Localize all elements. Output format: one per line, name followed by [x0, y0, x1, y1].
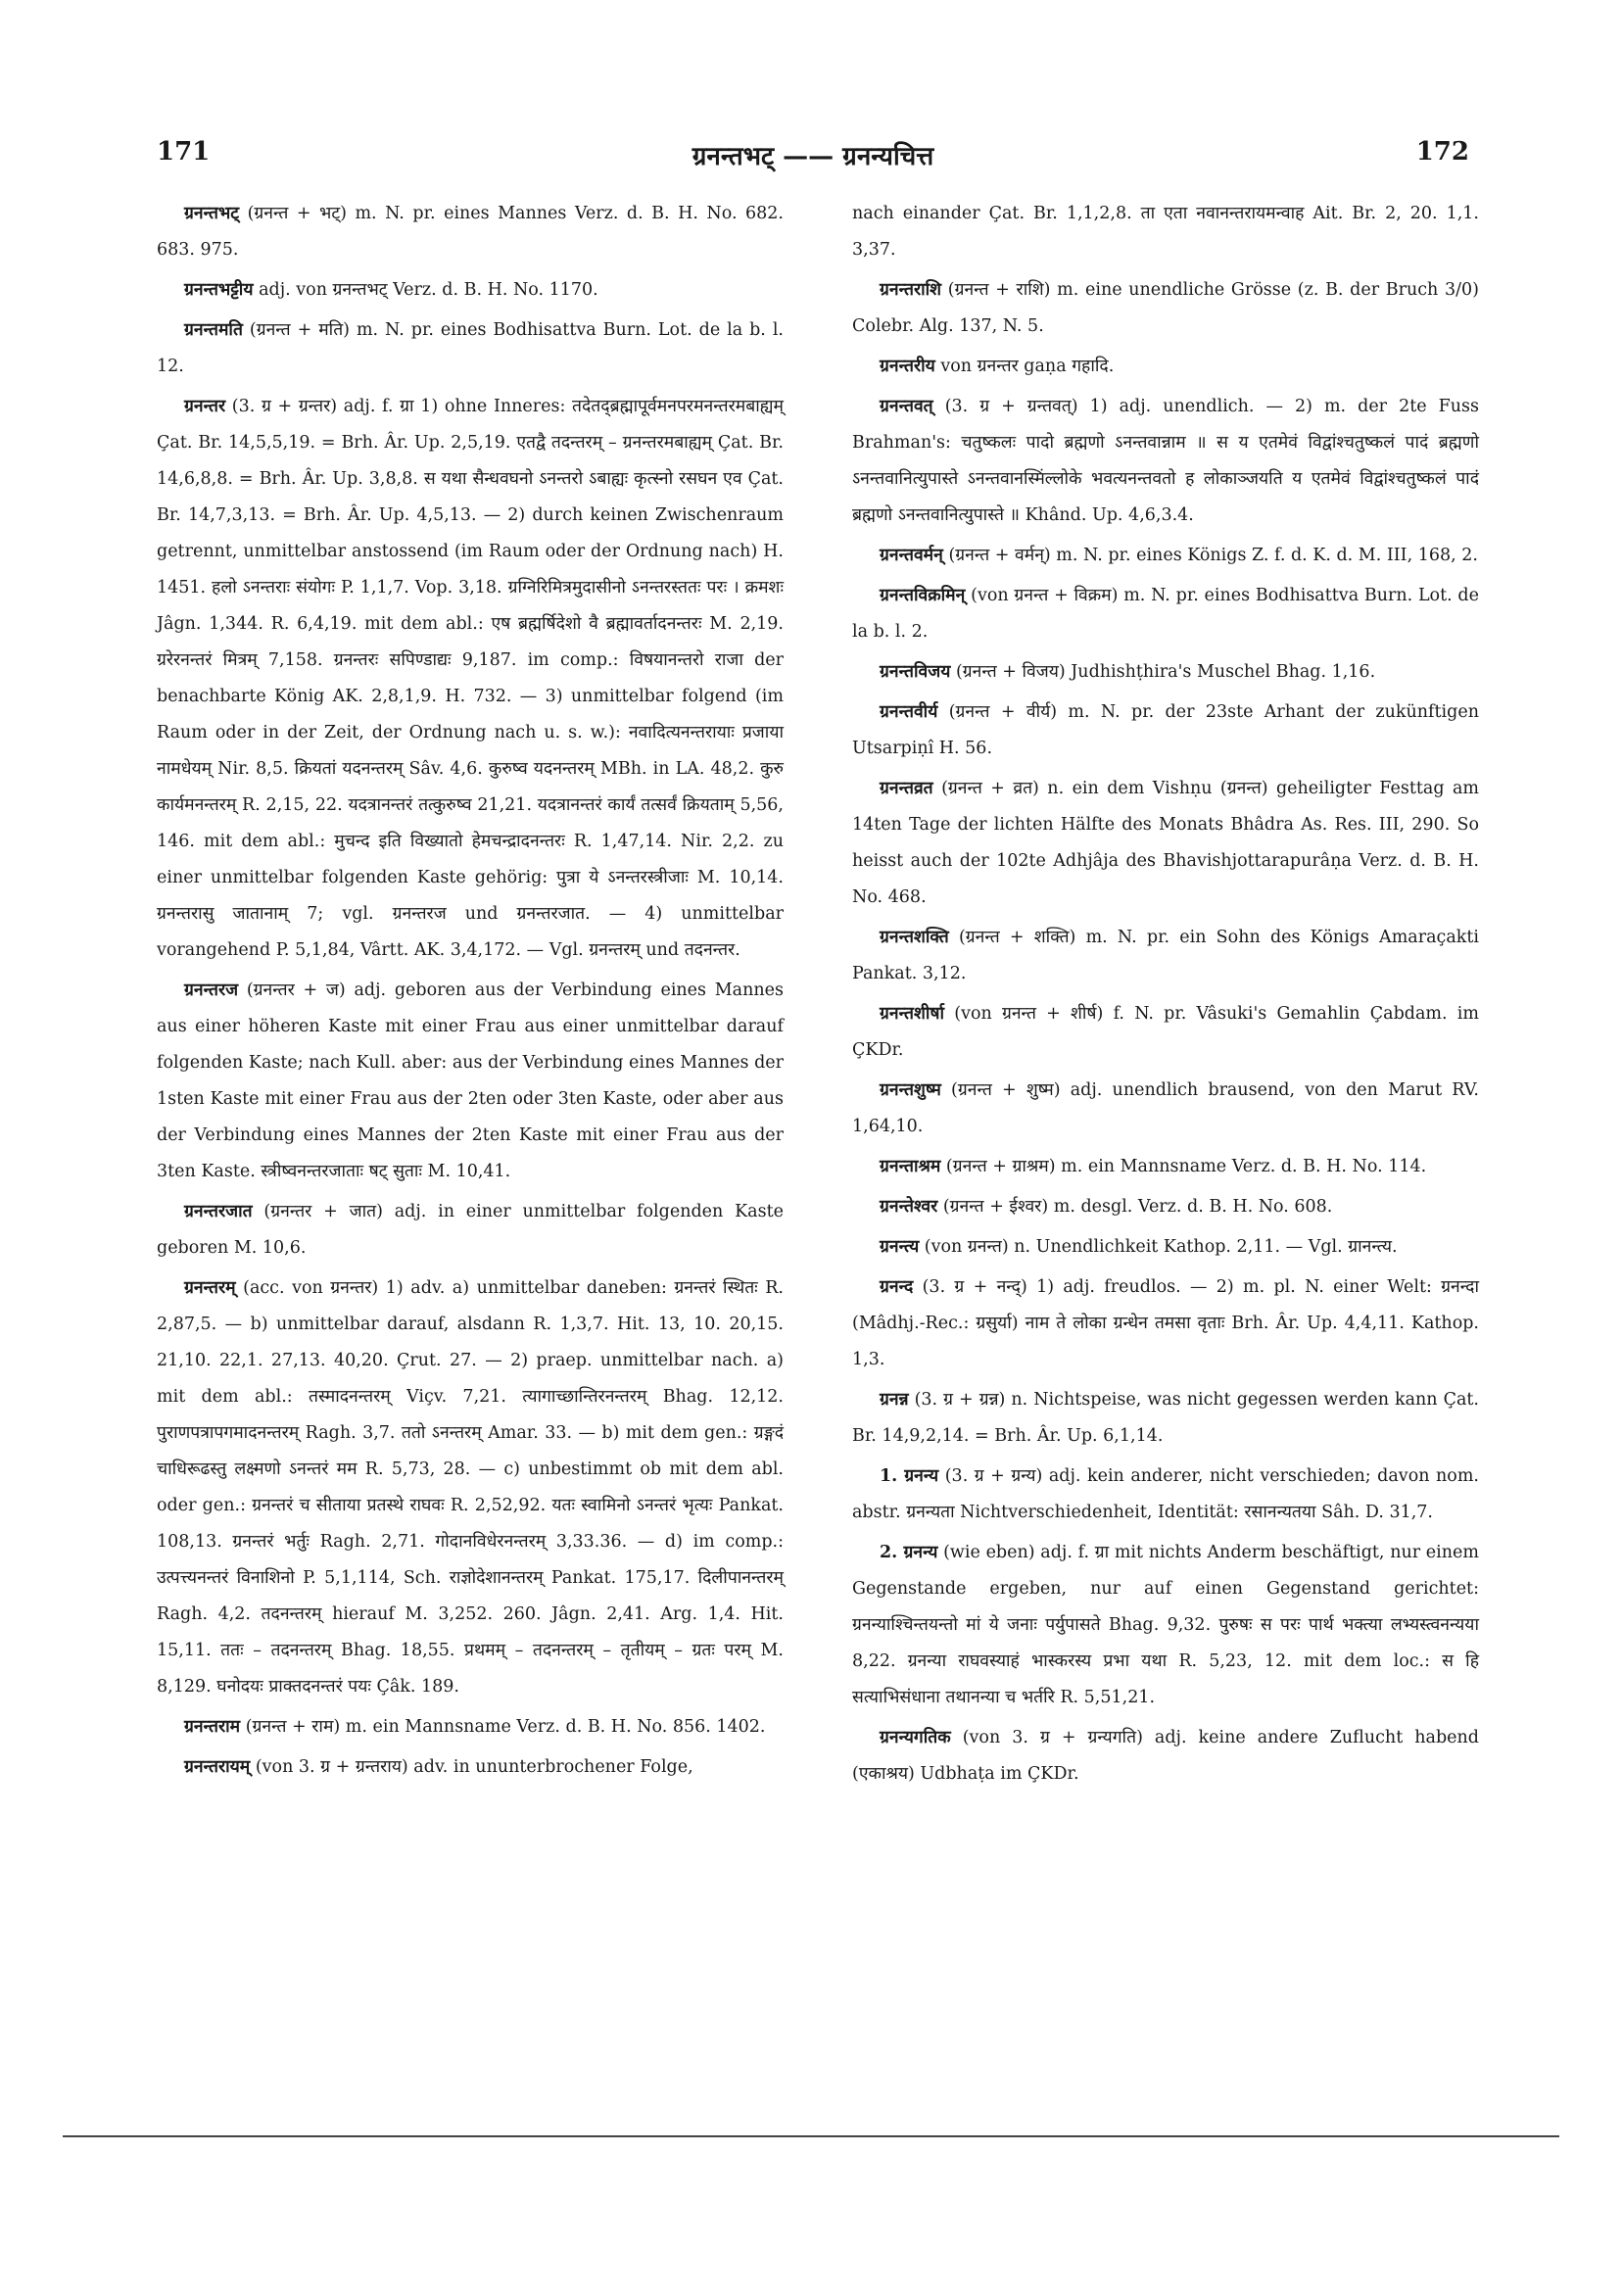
entry-body: (ग्रनन्त + राशि) m. eine unendliche Grösse (z. B. der Bruch 3/0) Colebr. Alg. 137, N. 5.	[852, 280, 1479, 336]
headword: ग्रनन्तरजात	[184, 1202, 253, 1221]
dictionary-entry	[852, 1073, 1479, 1145]
dictionary-entry	[852, 1459, 1479, 1531]
dictionary-entry	[852, 1269, 1479, 1378]
dictionary-entry	[157, 196, 784, 268]
running-head: ग्रनन्तभट् —— ग्रनन्यचित्त	[692, 142, 934, 171]
left-page-number: 171	[157, 137, 211, 167]
headword: ग्रनन्तवत्	[880, 397, 933, 416]
dictionary-entry	[157, 1194, 784, 1267]
entry-body: (ग्रनन्त + शक्ति) m. N. pr. ein Sohn des Königs Amaraçakti Pankat. 3,12.	[852, 928, 1479, 983]
dictionary-entry-continuation	[852, 196, 1479, 268]
bottom-rule	[63, 2135, 1559, 2137]
entry-body: (3. ग्र + ग्रन्य) adj. kein anderer, nicht verschieden; davon nom. abstr. ग्रनन्यता Nichtverschiedenheit, Identität: रसानन्यतया Sâh. D. 31,7.	[852, 1466, 1479, 1522]
dictionary-entry	[157, 272, 784, 309]
entry-body: (ग्रनन्त + शुष्म) adj. unendlich brausend, von den Marut RV. 1,64,10.	[852, 1080, 1479, 1136]
dictionary-entry	[852, 1535, 1479, 1716]
dictionary-entry	[157, 312, 784, 385]
entry-body: (ग्रनन्त + ग्राश्रम) m. ein Mannsname Verz. d. B. H. No. 114.	[945, 1157, 1427, 1176]
entry-body: nach einander Çat. Br. 1,1,2,8. ता एता नवानन्तरायमन्वाह Ait. Br. 2, 20. 1,1. 3,37.	[852, 204, 1479, 260]
dictionary-entry	[852, 1382, 1479, 1455]
page-header	[157, 137, 1469, 176]
entry-body: (von ग्रनन्त) n. Unendlichkeit Kathop. 2,11. — Vgl. ग्रानन्त्य.	[924, 1237, 1398, 1257]
dictionary-entry	[852, 654, 1479, 691]
entry-body: (von ग्रनन्त + विक्रम) m. N. pr. eines Bodhisattva Burn. Lot. de la b. l. 2.	[852, 586, 1479, 642]
dictionary-entry	[852, 694, 1479, 767]
left-column	[157, 196, 784, 1790]
headword: ग्रनन्यगतिक	[880, 1728, 951, 1747]
entry-body: adj. von ग्रनन्तभट् Verz. d. B. H. No. 1170.	[259, 280, 598, 300]
entry-body: (ग्रनन्त + व्रत) n. ein dem Vishṇu (ग्रनन्त) geheiligter Festtag am 14ten Tage der lichten Hälfte des Monats Bhâdra As. Res. III, 290. So heisst auch der 102te Adhjâja des Bhavishjottarapurâṇa Verz. d. B. H. No. 468.	[852, 779, 1479, 907]
headword: ग्रनन्द	[880, 1277, 914, 1297]
headword: 2. ग्रनन्य	[880, 1543, 938, 1562]
entry-body: von ग्रनन्तर gaṇa गहादि.	[940, 357, 1115, 376]
entry-body: (3. ग्र + ग्रन्न) n. Nichtspeise, was nicht gegessen werden kann Çat. Br. 14,9,2,14. = Brh. Âr. Up. 6,1,14.	[852, 1390, 1479, 1446]
entry-body: (von 3. ग्र + ग्रन्तराय) adv. in ununterbrochener Folge,	[255, 1757, 693, 1777]
headword: ग्रनन्तशक्ति	[880, 928, 949, 947]
dictionary-entry	[852, 771, 1479, 916]
entry-body: (von 3. ग्र + ग्रन्यगति) adj. keine andere Zuflucht habend (एकाश्रय) Udbhaṭa im ÇKDr.	[852, 1728, 1479, 1784]
dictionary-entry	[157, 389, 784, 969]
entry-body: (3. ग्र + ग्रन्तवत्) 1) adj. unendlich. — 2) m. der 2te Fuss Brahman's: चतुष्कलः पादो ब्रह्मणो ऽनन्तवान्नाम ॥ स य एतमेवं विद्वांश्चतुष्कलं पादं ब्रह्मणो ऽनन्तवानित्युपास्ते ऽनन्तवानस्मिंल्लोके भवत्यनन्तवतो ह लोकाञ्जयति य एतमेवं विद्वांश्चतुष्कलं पादं ब्रह्मणो ऽनन्तवानित्युपास्ते ॥ Khând. Up. 4,6,3.4.	[852, 397, 1479, 525]
entry-body: (acc. von ग्रनन्तर) 1) adv. a) unmittelbar daneben: ग्रनन्तरं स्थितः R. 2,87,5. — b) unmittelbar darauf, alsdann R. 1,3,7. Hit. 13, 10. 20,15. 21,10. 22,1. 27,13. 40,20. Çrut. 27. — 2) praep. unmittelbar nach. a) mit dem abl.: तस्मादनन्तरम् Viçv. 7,21. त्यागाच्छान्तिरनन्तरम् Bhag. 12,12. पुराणपत्रापगमादनन्तरम् Ragh. 3,7. ततो ऽनन्तरम् Amar. 33. — b) mit dem gen.: ग्रङ्गदं चाधिरूढस्तु लक्ष्मणो ऽनन्तरं मम R. 5,73, 28. — c) unbestimmt ob mit dem abl. oder gen.: ग्रनन्तरं च सीताया प्रतस्थे राघवः R. 2,52,92. यतः स्वामिनो ऽनन्तरं भृत्यः Pankat. 108,13. ग्रनन्तरं भर्तुः Ragh. 2,71. गोदानविधेरनन्तरम् 3,33.36. — d) im comp.: उत्पत्त्यनन्तरं विनाशिनो P. 5,1,114, Sch. राज्ञोदेशानन्तरम् Pankat. 175,17. दिलीपानन्तरम् Ragh. 4,2. तदनन्तरम् hierauf M. 3,252. 260. Jâgn. 2,41. Arg. 1,4. Hit. 15,11. ततः – तदनन्तरम् Bhag. 18,55. प्रथमम् – तदनन्तरम् – तृतीयम् – ग्रतः परम् M. 8,129. घनोदयः प्राक्तदनन्तरं पयः Çâk. 189.	[157, 1278, 784, 1697]
right-column	[852, 196, 1479, 1796]
dictionary-entry	[852, 389, 1479, 534]
headword: ग्रनन्ताश्रम	[880, 1157, 941, 1176]
dictionary-entry	[852, 996, 1479, 1069]
headword: ग्रनन्तरायम्	[184, 1757, 251, 1777]
headword: ग्रनन्तेश्वर	[880, 1197, 938, 1217]
entry-body: (ग्रनन्त + राम) m. ein Mannsname Verz. d. B. H. No. 856. 1402.	[245, 1717, 766, 1737]
dictionary-entry	[852, 538, 1479, 574]
headword: ग्रनन्तर	[184, 397, 226, 416]
entry-body: (ग्रनन्त + विजय) Judhishṭhira's Muschel Bhag. 1,16.	[955, 662, 1376, 682]
dictionary-entry	[157, 973, 784, 1190]
headword: ग्रनन्तविक्रमिन्	[880, 586, 966, 605]
headword: ग्रनन्तरम्	[184, 1278, 236, 1298]
entry-body: (3. ग्र + ग्रन्तर) adj. f. ग्रा 1) ohne Inneres: तदेतद्ब्रह्मापूर्वमनपरमनन्तरमबाह्यम् Çat. Br. 14,5,5,19. = Brh. Âr. Up. 2,5,19. एतद्वै तदन्तरम् – ग्रनन्तरमबाह्यम् Çat. Br. 14,6,8,8. = Brh. Âr. Up. 3,8,8. स यथा सैन्धवघनो ऽनन्तरो ऽबाह्यः कृत्स्नो रसघन एव Çat. Br. 14,7,3,13. = Brh. Âr. Up. 4,5,13. — 2) durch keinen Zwischenraum getrennt, unmittelbar anstossend (im Raum oder der Ordnung nach) H. 1451. हलो ऽनन्तराः संयोगः P. 1,1,7. Vop. 3,18. ग्रग्निरिमित्रमुदासीनो ऽनन्तरस्ततः परः । क्रमशः Jâgn. 1,344. R. 6,4,19. mit dem abl.: एष ब्रह्मर्षिदेशो वै ब्रह्मावर्तादनन्तरः M. 2,19. ग्ररेरनन्तरं मित्रम् 7,158. ग्रनन्तरः सपिण्डाद्यः 9,187. im comp.: विषयानन्तरो राजा der benachbarte König AK. 2,8,1,9. H. 732. — 3) unmittelbar folgend (im Raum oder in der Zeit, der Ordnung nach u. s. w.): नवादित्यनन्तरायाः प्रजाया नामधेयम् Nir. 8,5. क्रियतां यदनन्तरम् Sâv. 4,6. कुरुष्व यदनन्तरम् MBh. in LA. 48,2. कुरु कार्यमनन्तरम् R. 2,15, 22. यदत्रानन्तरं तत्कुरुष्व 21,21. यदत्रानन्तरं कार्यं तत्सर्वं क्रियताम् 5,56, 146. mit dem abl.: मुचन्द इति विख्यातो हेमचन्द्रादनन्तरः R. 1,47,14. Nir. 2,2. zu einer unmittelbar folgenden Kaste gehörig: पुत्रा ये ऽनन्तरस्त्रीजाः M. 10,14. ग्रनन्तरासु जातानाम् 7; vgl. ग्रनन्तरज und ग्रनन्तरजात. — 4) unmittelbar vorangehend P. 5,1,84, Vârtt. AK. 3,4,172. — Vgl. ग्रनन्तरम् und तदनन्तर.	[157, 397, 784, 960]
headword: 1. ग्रनन्य	[880, 1466, 939, 1486]
entry-body: (ग्रनन्तर + ज) adj. geboren aus der Verbindung eines Mannes aus einer höheren Kaste mit einer Frau aus einer unmittelbar darauf folgenden Kaste; nach Kull. aber: aus der Verbindung eines Mannes der 1sten Kaste mit einer Frau aus der 2ten oder 3ten Kaste, oder aber aus der Verbindung eines Mannes der 2ten Kaste mit einer Frau aus der 3ten Kaste. स्त्रीष्वनन्तरजाताः षट् सुताः M. 10,41.	[157, 981, 784, 1181]
headword: ग्रनन्तराम	[184, 1717, 241, 1737]
headword: ग्रनन्तमति	[184, 320, 243, 340]
headword: ग्रनन्तवीर्य	[880, 702, 938, 722]
dictionary-entry	[852, 349, 1479, 385]
dictionary-entry	[852, 1149, 1479, 1185]
dictionary-entry	[157, 1270, 784, 1705]
dictionary-entry	[852, 272, 1479, 345]
headword: ग्रनन्तरज	[184, 981, 239, 1000]
entry-body: (von ग्रनन्त + शीर्ष) f. N. pr. Vâsuki's Gemahlin Çabdam. im ÇKDr.	[852, 1004, 1479, 1060]
right-page-number: 172	[1415, 137, 1469, 167]
dictionary-entry	[852, 1189, 1479, 1225]
entry-body: (wie eben) adj. f. ग्रा mit nichts Anderm beschäftigt, nur einem Gegenstande ergeben, nur auf einen Gegenstand gerichtet: ग्रनन्याश्चिन्तयन्तो मां ये जनाः पर्युपासते Bhag. 9,32. पुरुषः स परः पार्थ भक्त्या लभ्यस्त्वनन्यया 8,22. ग्रनन्या राघवस्याहं भास्करस्य प्रभा यथा R. 5,23, 12. mit dem loc.: स हि सत्याभिसंधाना तथानन्या च भर्तरि R. 5,51,21.	[852, 1543, 1479, 1707]
headword: ग्रनन्तभट्टीय	[184, 280, 254, 300]
dictionary-entry	[852, 920, 1479, 992]
headword: ग्रनन्तरीय	[880, 357, 935, 376]
dictionary-entry	[852, 1229, 1479, 1266]
headword: ग्रनन्तराशि	[880, 280, 942, 300]
entry-body: (ग्रनन्त + वर्मन्) m. N. pr. eines Königs Z. f. d. K. d. M. III, 168, 2.	[948, 546, 1478, 565]
headword: ग्रनन्तविजय	[880, 662, 951, 682]
dictionary-entry	[852, 1720, 1479, 1793]
dictionary-entry	[852, 578, 1479, 650]
headword: ग्रनन्न	[880, 1390, 909, 1410]
headword: ग्रनन्तभट्	[184, 204, 240, 223]
dictionary-entry	[157, 1749, 784, 1786]
headword: ग्रनन्तशीर्षा	[880, 1004, 945, 1024]
headword: ग्रनन्तवर्मन्	[880, 546, 943, 565]
entry-body: (ग्रनन्त + वीर्य) m. N. pr. der 23ste Arhant der zukünftigen Utsarpiṇî H. 56.	[852, 702, 1479, 758]
entry-body: (ग्रनन्तर + जात) adj. in einer unmittelbar folgenden Kaste geboren M. 10,6.	[157, 1202, 784, 1258]
headword: ग्रनन्त्य	[880, 1237, 920, 1257]
headword: ग्रनन्तशुष्म	[880, 1080, 941, 1100]
entry-body: (ग्रनन्त + ईश्वर) m. desgl. Verz. d. B. H. No. 608.	[942, 1197, 1333, 1217]
entry-body: (ग्रनन्त + मति) m. N. pr. eines Bodhisattva Burn. Lot. de la b. l. 12.	[157, 320, 784, 376]
headword: ग्रनन्तव्रत	[880, 779, 933, 798]
dictionary-entry	[157, 1709, 784, 1746]
entry-body: (3. ग्र + नन्द्) 1) adj. freudlos. — 2) m. pl. N. einer Welt: ग्रनन्दा (Mâdhj.-Rec.: ग्रसुर्या) नाम ते लोका ग्रन्धेन तमसा वृताः Brh. Âr. Up. 4,4,11. Kathop. 1,3.	[852, 1277, 1479, 1369]
entry-body: (ग्रनन्त + भट्) m. N. pr. eines Mannes Verz. d. B. H. No. 682. 683. 975.	[157, 204, 784, 260]
